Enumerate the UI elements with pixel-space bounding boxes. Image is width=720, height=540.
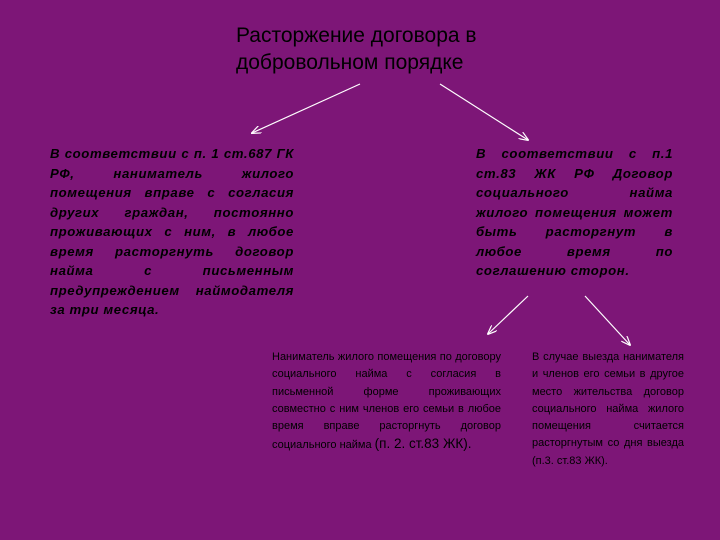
sub-block-2: В случае выезда нанимателя и членов его семьи в другое место жительства договор социального найма жилого помещения считается расторгнутым со дня выезда (п.3. ст.83 ЖК). [532,351,684,467]
sub-block-1-main: Наниматель жилого помещения по договору социального найма с согласия в письменной форме проживающих совместно с ним членов его семьи в любое время вправе расторгнуть договор социального найма [272,351,501,452]
arrow-right-to-sub2 [585,296,630,345]
title-line-2: добровольном порядке [236,51,464,74]
title-line-1: Расторжение договора в [236,24,477,47]
arrow-title-to-right [440,84,528,140]
left-block-text: В соответствии с п. 1 ст.687 ГК РФ, наниматель жилого помещения вправе с согласия других граждан, постоянно проживающих с ним, в любое время расторгнуть договор найма с письменным предупреждением наймодателя за три месяца. [50,146,294,317]
arrow-title-to-left [252,84,360,133]
sub-block-1-ref: (п. 2. ст.83 ЖК). [374,436,472,452]
sub-block-1 [272,349,501,455]
right-block-text: В соответствии с п.1 ст.83 ЖК РФ Договор социального найма жилого помещения может быть расторгнут в любое время по соглашению сторон. [476,146,673,278]
diagram-title [236,22,566,76]
arrow-right-to-sub1 [488,296,528,334]
